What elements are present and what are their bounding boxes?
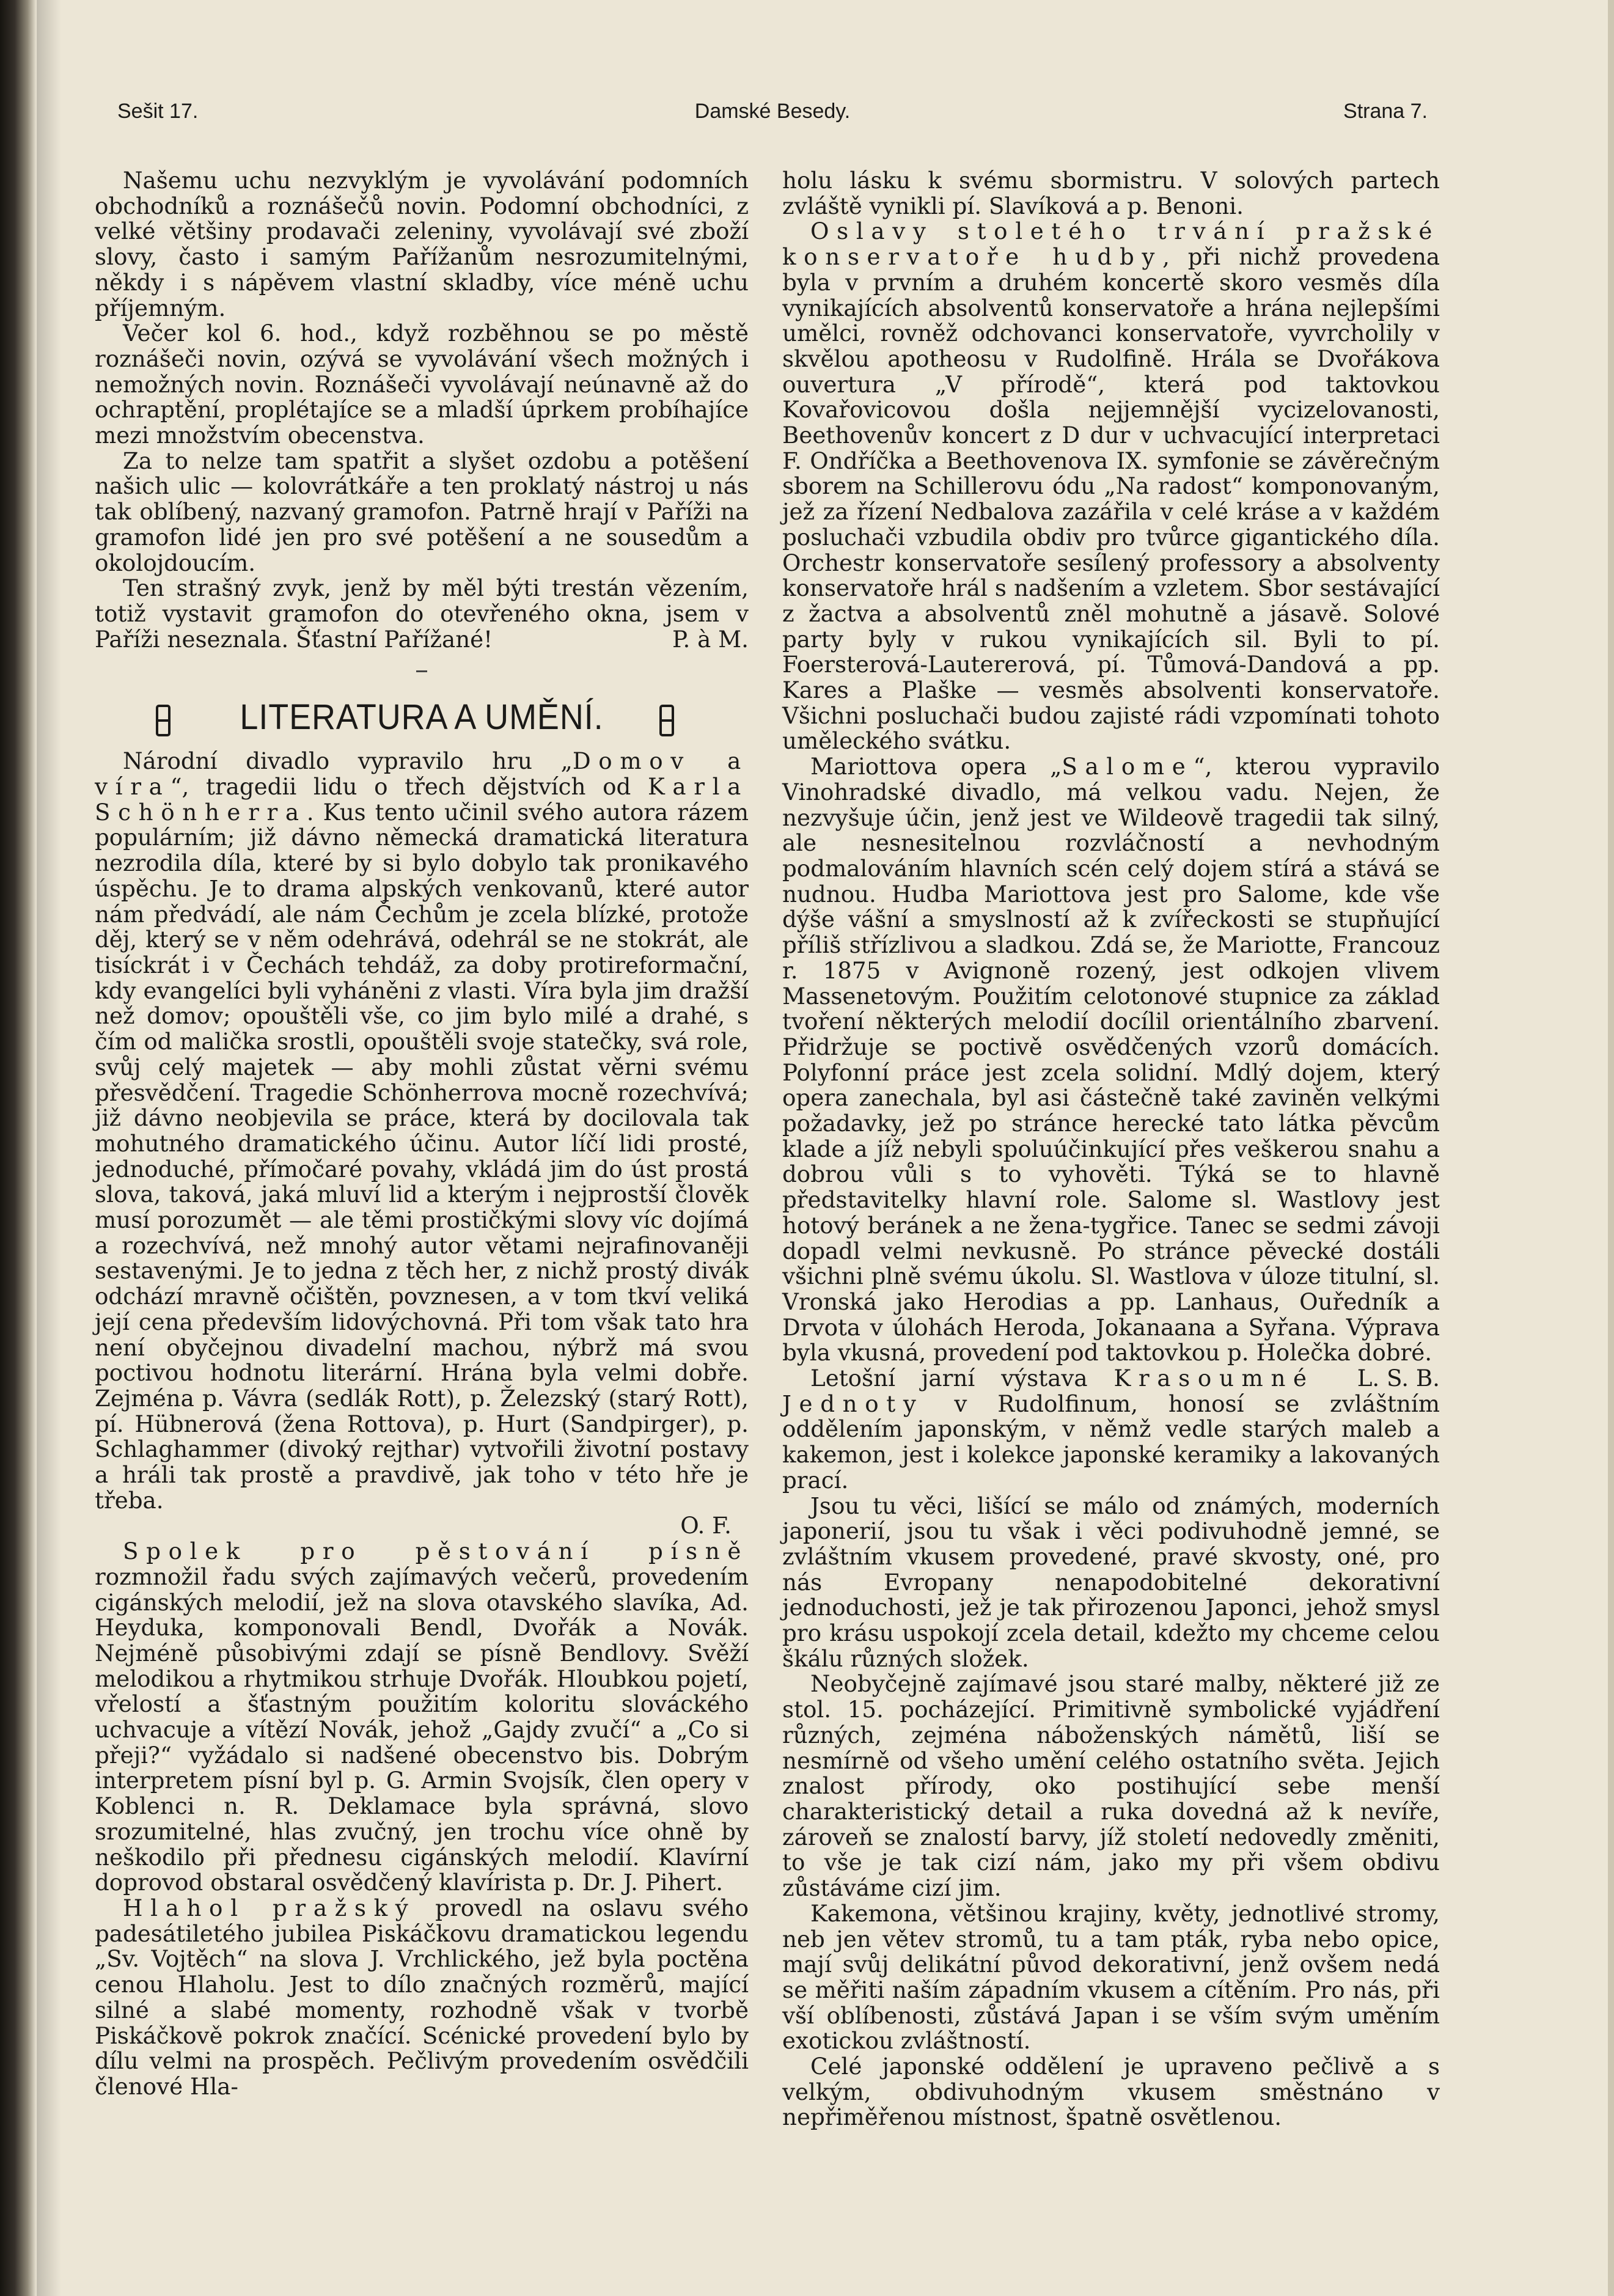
event-name: Oslavy stoletého trvání pražské konservatoře hudby	[782, 218, 1440, 271]
paragraph-paris-vendors: Našemu uchu nezvyklým je vyvolávání podomních obchodníků a roznášečů novin. Podomní obchodníci, z velké většiny prodavači zeleniny, vyvolávají své zboží slovy, často i samým Pařížanům nesrozumitelnými, někdy i s nápěvem vlastní skladby, více méně uchu příjemným.	[95, 167, 749, 321]
ornament-icon	[156, 705, 171, 736]
paragraph-japanese-section: Celé japonské oddělení je upraveno pečlivě a s velkým, obdivuhodným vkusem směstnáno v nepřiměřenou místnost, špatně osvětlenou.	[782, 2053, 1440, 2131]
review-text: provedl na oslavu svého padesátiletého jubilea Piskáčkovu dramatickou legendu „Sv. Vojtěch“ na slova J. Vrchlického, jež byla poctěna cenou Hlaholu. Jest to dílo značných rozměrů, mající silné a slabé momenty, rozhodně však v tvorbě Piskáčkově pokrok značící. Scénické provedení bylo by dílu velmi na prospěch. Pečlivým provedením osvědčili členové Hla-	[95, 1894, 749, 2100]
review-text: , při nichž provedena byla v prvním a druhém koncertě skoro vesměs díla vynikajících absolventů konservatoře a hrána nejlepšími umělci, rovněž odchovanci konservatoře, vyvrcholily v skvělou apotheosu v Rudolfině. Hrála se Dvořákova ouvertura „V přírodě“, která pod taktovkou Kovařovicovou došla nejjemnější vycizelovanosti, Beethovenův koncert z D dur v uchvacující interpretaci F. Ondříčka a Beethovenova IX. symfonie se závěrečným sborem na Schillerovu ódu „Na radost“ komponovaným, jež za řízení Nedbalova zazářila v celé kráse a v každém posluchači vzbudila obdiv pro tvůrce gigantického díla. Orchestr konservatoře sesílený professory a absolventy konservatoře hrál s nadšením a vzletem. Sbor sestávající z žactva a absolventů zněl mohutně a jásavě. Solové party byly v rukou vynikajících sil. Byli to pí. Foersterová-Lautererová, pí. Tůmová-Dandová a pp. Kares a Plaške — vesměs absolventi konservatoře. Všichni posluchači budou zajisté rádi vzpomínati tohoto uměleckého svátku.	[782, 243, 1440, 755]
play-title: Domov a víra	[95, 747, 749, 801]
author-signature: P. à M.	[672, 625, 749, 653]
review-text: Národní divadlo vypravilo hru „	[123, 747, 573, 775]
separator-rule	[416, 670, 427, 672]
paragraph-newsboys: Večer kol 6. hod., když rozběhnou se po městě roznášeči novin, ozývá se vyvolávání všech možných i nemožných novin. Roznášeči vyvolávají neúnavně až do ochraptění, proplétajíce se a mladší úprkem probíhajíce mezi množstvím obecenstva.	[95, 320, 749, 449]
review-conservatory	[782, 219, 1440, 754]
running-header	[117, 100, 1428, 130]
left-column	[95, 168, 749, 2100]
book-binding-edge	[0, 0, 37, 2296]
paragraph-strange-habit	[95, 576, 749, 652]
separator	[95, 652, 749, 686]
author-signature: L. S. B.	[1357, 1365, 1440, 1392]
review-text: Mariottova opera „	[810, 753, 1062, 780]
review-text: rozmnožil řadu svých zajímavých večerů, provedením cigánských melodií, jež na slova otavského slavíka, Ad. Heyduka, komponovali Bendl, Dvořák a Novák. Nejméně působivými zdají se písně Bendlovy. Svěží melodikou a rhytmikou strhuje Dvořák. Hloubkou pojetí, vřelostí a šťastným použitím koloritu slováckého uchvacuje a vítězí Novák, jehož „Gajdy zvučí“ a „Co si přeji?“ vyžádalo si nadšené obecenstvo bis. Dobrým interpretem písní byl p. G. Armin Svojsík, člen opery v Koblenci n. R. Deklamace byla správná, slovo srozumitelné, hlas zvučný, jen trochu více ohně by neškodilo při přednesu cigánských melodií. Klavírní doprovod obstaral osvědčený klavírista p. Dr. J. Pihert.	[95, 1563, 749, 1896]
page-number: Strana 7.	[1343, 100, 1428, 123]
author-name: Karla Schönherra	[95, 773, 749, 826]
paragraph-gramophone: Za to nelze tam spatřit a slyšet ozdobu a potěšení našich ulic — kolovrátkáře a ten proklatý nástroj u nás tak oblíbený, nazvaný gramofon. Patrně hrají v Paříži na gramofon lidé jen pro své potěšení a ne sousedům a okolojdoucím.	[95, 447, 749, 576]
right-column	[782, 168, 1440, 2130]
review-text: v Rudolfinum, honosí se zvláštním oddělením japonským, v němž vedle starých maleb a kakemon, jest i kolekce japonské keramiky a lakovaných prací.	[782, 1390, 1440, 1494]
association-name: Krasoumné Jednoty	[782, 1365, 1315, 1417]
paragraph-old-paintings: Neobyčejně zajímavé jsou staré malby, některé již ze stol. 15. pocházející. Primitivně symbolické vyjádření různých, zejména náboženských námětů, liší se nesmírně od všeho umění celého ostatního světa. Jejich znalost přírody, oko postihující sebe menší charakteristický detail a ruka dovedná až k nevíře, zároveň se znalostí barvy, jíž století nedovedly změniti, to vše je tak cizí nám, jako my při všem obdivu zůstáváme cizí jim.	[782, 1670, 1440, 1902]
review-text: “, kterou vypravilo Vinohradské divadlo, má velkou vadu. Nejen, že nezvyšuje účin, jenž jest ve Wildeově tragedii tak silný, ale nesnesitelnou rozvláčností a nevhodným podmalováním hlavních scén celý dojem stírá a stává se nudnou. Hudba Mariottova jest pro Salome, kde vše dýše vášní a smyslností až k zvířeckosti se stupňující příliš střízlivou a sladkou. Zdá se, že Mariotte, Francouz r. 1875 v Avignoně rozený, jest odkojen vlivem Massenetovým. Použitím celotonové stupnice za základ tvoření některých melodií docílil orientálního zbarvení. Přidržuje se poctivě osvědčených vzorů domácích. Polyfonní práce jest zcela solidní. Mdlý dojem, který opera zanechala, byl asi částečně také zaviněn velkými požadavky, jež po stránce herecké tato látka pěvcům klade a jíž nebyli spoluúčinkující přes veškerou snahu a dobrou vůli s to vyhověti. Týká se to hlavně představitelky hlavní role. Salome sl. Wastlovy jest hotový beránek a ne žena-tygřice. Tanec se sedmi závoji dopadl velmi nevkusně. Po stránce pěvecké dostáli všichni plně svému úkolu. Sl. Wastlova v úloze titulní, sl. Vronská jako Herodias a pp. Lanhaus, Ouředník a Drvota v úlohách Heroda, Jokanaana a Syřana. Výprava byla vkusná, provedení pod taktovkou p. Holečka dobré.	[782, 753, 1440, 1366]
opera-title: Salome	[1062, 753, 1194, 780]
ornament-icon	[659, 705, 674, 736]
review-hlahol	[95, 1896, 749, 2100]
choir-name: Hlahol pražský	[123, 1894, 416, 1921]
gutter-shadow	[37, 0, 61, 2296]
journal-title: Damské Besedy.	[694, 100, 851, 123]
author-signature: O. F.	[680, 1512, 732, 1539]
review-hlahol-continued: holu lásku k svému sbormistru. V solových partech zvláště vynikli pí. Slavíková a p. Benoni.	[782, 167, 1440, 219]
society-name: Spolek pro pěstování písně	[123, 1538, 749, 1565]
section-title: LITERATURA A UMĚNÍ.	[240, 697, 604, 738]
review-text: . Kus tento učinil svého autora rázem populárním; již dávno německá dramatická literatura nezrodila díla, které by si bylo dobylo tak pronikavého úspěchu. Je to drama alpských venkovanů, které autor nám předvádí, ale nám Čechům je zcela blízké, protože děj, který se v něm odehrává, odehrál se ne stokrát, ale tisíckrát i v Čechách tehdáž, za doby protireformační, kdy evangelíci byli vyháněni z vlasti. Víra byla jim dražší než domov; opouštěli vše, co jim bylo milé a drahé, s čím od malička srostli, opouštěli svoje statečky, svá role, svůj celý majetek — aby mohli zůstat věrni svému přesvědčení. Tragedie Schönherrova mocně rozechvívá; již dávno neobjevila se práce, která by docilovala tak mohutného dramatického účinu. Autor líčí lidi prosté, jednoduché, přímočaré povahy, vkládá jim do úst prostá slova, taková, jaká mluví lid a kterým i nejprostší člověk musí porozumět — ale těmi prostičkými slovy víc dojímá a rozechvívá, než mnohý autor větami nejrafinovaněji sestavenými. Je to jedna z těch her, z nichž prostý divák odchází mravně očištěn, povznesen, a v tom tkví veliká její cena především lidovýchovná. Při tom však tato hra není obyčejnou divadelní machou, nýbrž má svou poctivou hodnotu literární. Hrána byla velmi dobře. Zejména p. Vávra (sedlák Rott), p. Železský (starý Rott), pí. Hübnerová (žena Rottova), p. Hurt (Sandpirger), p. Schlaghammer (divoký rejthar) vytvořili životní postavy a hráli tak prostě a pravdivě, jak toho v této hře je třeba.	[95, 798, 749, 1514]
section-heading	[95, 686, 749, 749]
paragraph-japonerie: Jsou tu věci, lišící se málo od známých, moderních japonerií, jsou tu však i věci podivuhodně jemné, se zvláštním vkusem provedené, pravé skvosty, oné, pro nás Evropany nenapodobitelné dekorativní jednoduchosti, jež je tak přirozenou Japonci, jehož smysl pro krásu uspokojí zcela detail, kdežto my chceme celou škálu různých složek.	[782, 1492, 1440, 1672]
paragraph-text: Ten strašný zvyk, jenž by měl býti trestán vězením, totiž vystavit gramofon do otevřeného okna, jsem v Paříži neseznala. Šťastní Pařížané!	[95, 574, 749, 653]
review-text: Letošní jarní výstava	[810, 1365, 1114, 1392]
review-text: “, tragedii lidu o třech dějstvích od	[170, 773, 648, 801]
review-national-theatre	[95, 749, 749, 1513]
paragraph-kakemono: Kakemona, většinou krajiny, květy, jednotlivé stromy, neb jen větev stromů, tu a tam pták, ryba nebo opice, mají svůj delikátní původ dekorativní, jenž ovšem nedá se měřiti naším západním vkusem a cítěním. Pro nás, při vší oblíbenosti, zůstává Japan i se vším svým uměním exotickou zvláštností.	[782, 1899, 1440, 2055]
issue-number: Sešit 17.	[117, 100, 199, 123]
page-edge	[1608, 0, 1614, 2296]
review-song-society	[95, 1539, 749, 1896]
